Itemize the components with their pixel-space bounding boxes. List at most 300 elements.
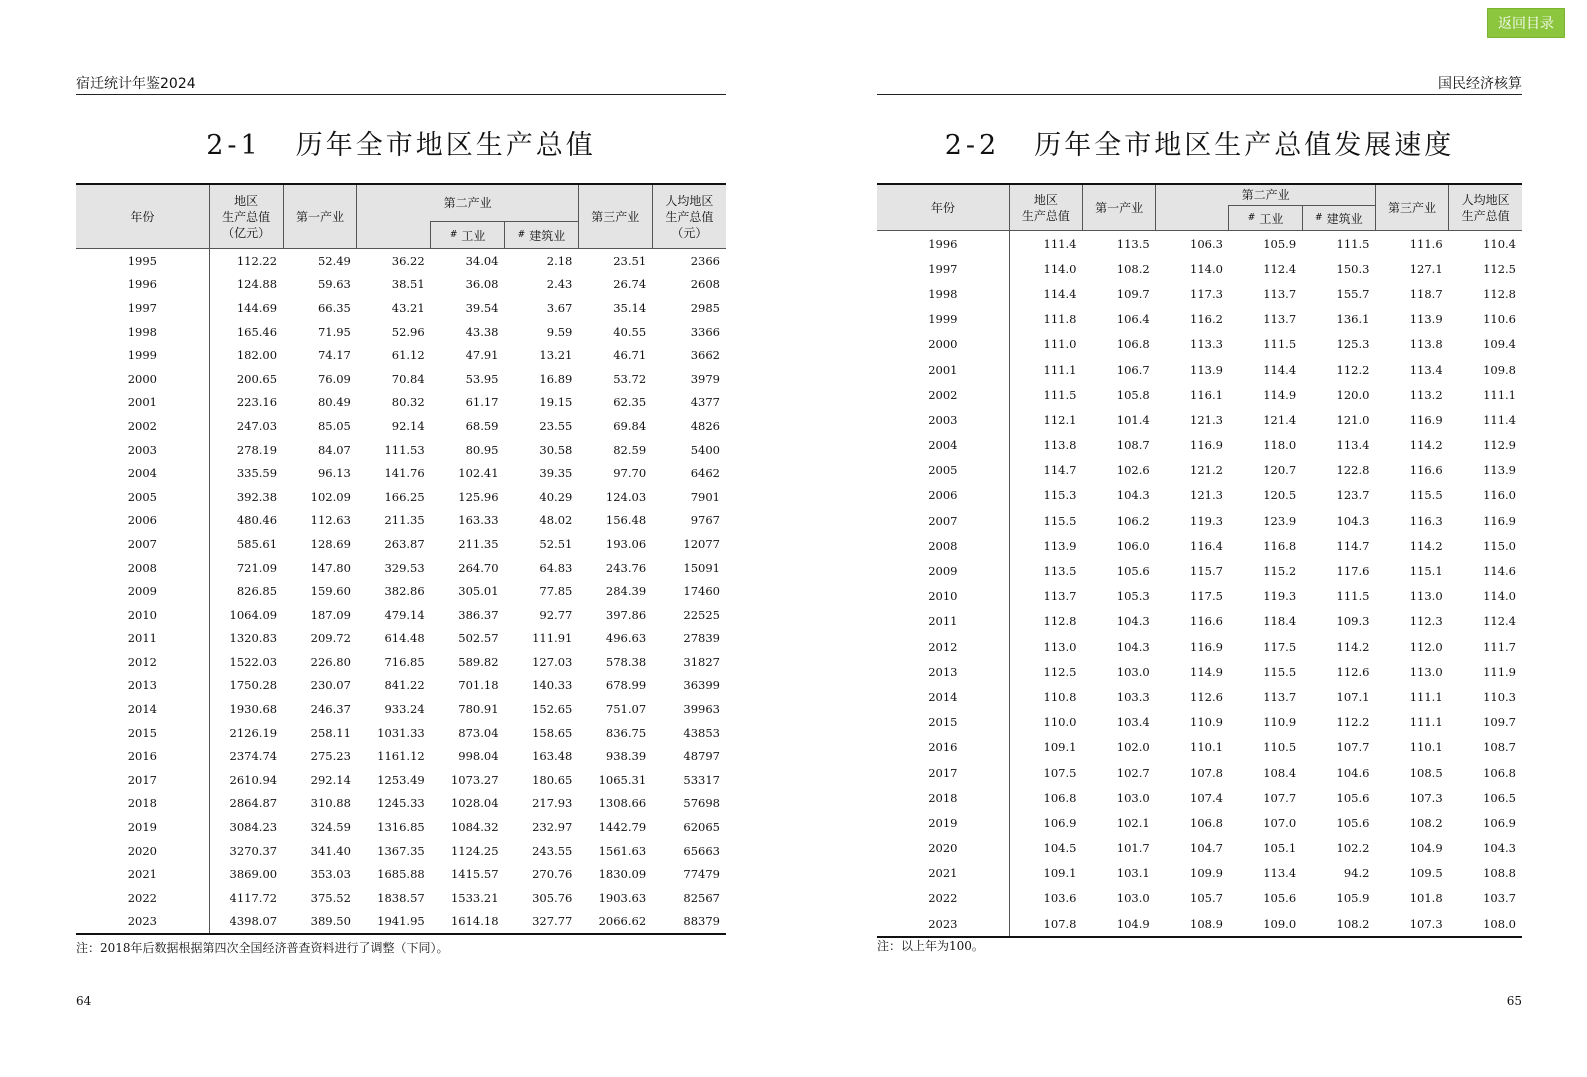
table-title — [877, 123, 1522, 162]
table-cell: 110.6 — [1483, 312, 1516, 327]
sub-item-mark: # — [1315, 212, 1323, 223]
table-cell: 120.7 — [1263, 463, 1297, 478]
table-cell: 113.7 — [1263, 286, 1297, 301]
table-cell: 103.1 — [1116, 866, 1150, 881]
table-cell: 115.1 — [1409, 564, 1443, 579]
sub-item-mark: # — [1247, 212, 1256, 223]
table-number: 2-1 — [206, 130, 262, 161]
table-cell: 96.13 — [317, 466, 351, 481]
table-row — [76, 391, 726, 415]
table-cell: 92.14 — [391, 418, 425, 433]
table-cell: 118.0 — [1263, 438, 1297, 453]
table-cell: 107.8 — [1190, 765, 1223, 780]
table-number: 2-2 — [944, 130, 1001, 161]
row-year: 2022 — [76, 886, 209, 910]
table-cell: 826.85 — [236, 584, 278, 599]
table-row — [877, 785, 1522, 810]
table-cell: 124.88 — [236, 277, 278, 292]
table-cell: 39.54 — [465, 300, 499, 315]
row-year: 2019 — [76, 815, 209, 839]
table-cell: 111.5 — [1336, 236, 1370, 251]
table-cell: 111.0 — [1043, 337, 1077, 352]
table-cell: 933.24 — [384, 702, 425, 717]
table-cell: 3270.37 — [229, 843, 278, 858]
table-cell: 120.0 — [1336, 387, 1370, 402]
table-cell: 111.4 — [1483, 412, 1516, 427]
table-cell: 125.96 — [458, 489, 499, 504]
table-cell: 155.7 — [1336, 286, 1370, 301]
table-cell: 589.82 — [458, 654, 499, 669]
table-cell: 264.70 — [458, 560, 499, 575]
table-cell: 121.2 — [1190, 463, 1223, 478]
table-cell: 113.0 — [1409, 664, 1443, 679]
table-row — [76, 556, 726, 580]
table-cell: 109.1 — [1043, 866, 1077, 881]
table-cell: 1838.57 — [377, 890, 425, 905]
row-year: 2003 — [877, 407, 1009, 432]
row-year: 2021 — [877, 861, 1009, 886]
table-cell: 121.3 — [1190, 488, 1223, 503]
table-row — [76, 532, 726, 556]
table-cell: 103.6 — [1043, 891, 1077, 906]
table-cell: 211.35 — [384, 513, 425, 528]
row-year: 2017 — [76, 768, 209, 792]
table-cell: 111.4 — [1043, 236, 1077, 251]
table-cell: 34.04 — [465, 253, 499, 268]
table-row — [877, 911, 1522, 937]
table-cell: 1245.33 — [377, 796, 425, 811]
table-cell: 121.0 — [1336, 412, 1370, 427]
table-row — [76, 367, 726, 391]
row-year: 2020 — [76, 839, 209, 863]
table-cell: 106.3 — [1190, 236, 1223, 251]
table-cell: 327.77 — [505, 910, 579, 935]
col-header-gdp — [1009, 184, 1082, 231]
table-cell: 110.1 — [1190, 740, 1223, 755]
table-row — [76, 627, 726, 651]
table-cell: 141.76 — [384, 466, 425, 481]
table-cell: 144.69 — [236, 300, 278, 315]
table-cell: 77479 — [683, 867, 720, 882]
table-row — [877, 508, 1522, 533]
row-year: 2007 — [877, 508, 1009, 533]
table-row — [76, 886, 726, 910]
col-header-primary: 第一产业 — [1082, 184, 1155, 231]
table-cell: 70.84 — [391, 371, 425, 386]
table-cell: 113.9 — [1483, 463, 1516, 478]
table-cell: 61.17 — [465, 395, 499, 410]
row-year: 2015 — [877, 710, 1009, 735]
table-cell: 116.6 — [1409, 463, 1443, 478]
table-cell: 107.3 — [1409, 790, 1443, 805]
table-cell: 53.72 — [613, 371, 647, 386]
table-row — [877, 483, 1522, 508]
row-year: 2012 — [76, 650, 209, 674]
table-cell: 110.8 — [1043, 689, 1077, 704]
col-header-secondary: 第二产业 — [1156, 184, 1376, 206]
table-title-text: 历年全市地区生产总值 — [295, 130, 596, 161]
table-cell: 106.2 — [1116, 513, 1150, 528]
gdp-table — [76, 183, 726, 935]
table-row — [877, 433, 1522, 458]
table-row — [877, 231, 1522, 257]
table-cell: 46.71 — [613, 348, 647, 363]
table-cell: 397.86 — [605, 607, 647, 622]
table-cell: 117.5 — [1263, 639, 1297, 654]
header-text: 建筑业 — [529, 228, 566, 243]
table-cell: 106.9 — [1483, 815, 1516, 830]
sub-item-mark: # — [449, 229, 458, 240]
table-cell: 109.7 — [1483, 715, 1516, 730]
table-cell: 85.05 — [317, 418, 351, 433]
table-cell: 108.2 — [1302, 911, 1375, 937]
table-row — [76, 862, 726, 886]
col-header-tertiary: 第三产业 — [578, 184, 652, 249]
row-year: 2023 — [76, 910, 209, 935]
table-cell: 35.14 — [613, 300, 647, 315]
table-cell: 106.5 — [1483, 790, 1516, 805]
table-cell: 119.3 — [1263, 589, 1297, 604]
table-row — [76, 273, 726, 297]
table-row — [877, 659, 1522, 684]
table-cell: 110.9 — [1263, 715, 1297, 730]
table-cell: 4826 — [690, 418, 720, 433]
table-cell: 40.29 — [539, 489, 573, 504]
table-cell: 111.5 — [1043, 387, 1077, 402]
table-cell: 104.9 — [1409, 841, 1443, 856]
running-head: 国民经济核算 — [877, 74, 1522, 95]
left-page — [76, 0, 726, 1077]
col-header-year: 年份 — [76, 184, 209, 249]
table-cell: 111.5 — [1336, 589, 1370, 604]
row-year: 1998 — [877, 281, 1009, 306]
table-cell: 109.4 — [1483, 337, 1516, 352]
table-row — [76, 579, 726, 603]
row-year: 2002 — [76, 414, 209, 438]
table-cell: 36.08 — [465, 277, 499, 292]
table-cell: 3662 — [690, 348, 720, 363]
row-year: 2013 — [76, 674, 209, 698]
row-year: 2006 — [76, 509, 209, 533]
table-cell: 12077 — [683, 536, 720, 551]
table-cell: 106.9 — [1043, 815, 1077, 830]
table-cell: 721.09 — [236, 560, 278, 575]
table-row — [76, 744, 726, 768]
table-cell: 30.58 — [539, 442, 573, 457]
table-cell: 105.1 — [1263, 841, 1297, 856]
table-cell: 103.7 — [1483, 891, 1516, 906]
table-cell: 1930.68 — [229, 702, 278, 717]
header-line: 生产总值 — [222, 209, 271, 224]
table-note: 注：2018年后数据根据第四次全国经济普查资料进行了调整（下同）。 — [76, 941, 449, 955]
table-cell: 109.3 — [1336, 614, 1370, 629]
table-cell: 113.5 — [1043, 564, 1077, 579]
row-year: 2013 — [877, 659, 1009, 684]
table-row — [877, 760, 1522, 785]
col-header-construction — [1302, 206, 1375, 231]
table-cell: 108.8 — [1483, 866, 1516, 881]
table-row — [877, 861, 1522, 886]
row-year: 2000 — [76, 367, 209, 391]
table-row — [877, 634, 1522, 659]
table-cell: 110.1 — [1409, 740, 1443, 755]
table-cell: 94.2 — [1343, 866, 1370, 881]
table-cell: 112.2 — [1336, 362, 1370, 377]
table-row — [76, 461, 726, 485]
table-cell: 115.5 — [1263, 664, 1297, 679]
table-cell: 80.32 — [391, 395, 425, 410]
row-year: 2010 — [877, 584, 1009, 609]
table-cell: 84.07 — [317, 442, 351, 457]
back-to-contents-button[interactable]: 返回目录 — [1487, 8, 1565, 38]
table-cell: 111.1 — [1409, 715, 1443, 730]
table-cell: 182.00 — [236, 348, 278, 363]
header-line: 地区 — [234, 193, 259, 208]
table-cell: 107.4 — [1190, 790, 1223, 805]
table-cell: 43.21 — [391, 300, 425, 315]
row-year: 1995 — [76, 249, 209, 273]
row-year: 2012 — [877, 634, 1009, 659]
table-cell: 104.3 — [1116, 639, 1150, 654]
table-cell: 115.0 — [1483, 538, 1516, 553]
table-row — [76, 343, 726, 367]
col-header-secondary: 第二产业 — [357, 184, 578, 222]
table-cell: 278.19 — [236, 442, 278, 457]
table-cell: 938.39 — [605, 749, 647, 764]
table-cell: 40.55 — [613, 324, 647, 339]
table-cell: 48797 — [683, 749, 720, 764]
table-cell: 118.7 — [1409, 286, 1443, 301]
table-cell: 114.0 — [1483, 589, 1516, 604]
table-cell: 108.7 — [1116, 438, 1150, 453]
table-cell: 114.2 — [1409, 538, 1443, 553]
table-cell: 113.4 — [1409, 362, 1443, 377]
table-cell: 68.59 — [465, 418, 499, 433]
table-cell: 226.80 — [310, 654, 351, 669]
table-cell: 111.1 — [1409, 689, 1443, 704]
table-cell: 3366 — [690, 324, 720, 339]
table-cell: 15091 — [683, 560, 720, 575]
table-cell: 82.59 — [613, 442, 647, 457]
row-year: 1997 — [877, 256, 1009, 281]
table-row — [76, 414, 726, 438]
table-cell: 2985 — [690, 300, 720, 315]
table-cell: 1028.04 — [450, 796, 499, 811]
table-cell: 1316.85 — [377, 820, 425, 835]
table-cell: 1124.25 — [450, 843, 499, 858]
row-year: 1996 — [877, 231, 1009, 257]
table-cell: 80.95 — [465, 442, 499, 457]
table-cell: 102.41 — [458, 466, 499, 481]
table-cell: 113.8 — [1409, 337, 1443, 352]
table-row — [76, 839, 726, 863]
table-cell: 120.5 — [1263, 488, 1297, 503]
header-text: 工业 — [461, 228, 486, 243]
table-cell: 3084.23 — [229, 820, 278, 835]
row-year: 2014 — [76, 697, 209, 721]
table-cell: 116.4 — [1190, 538, 1223, 553]
table-cell: 106.0 — [1116, 538, 1150, 553]
table-cell: 113.5 — [1116, 236, 1150, 251]
table-cell: 112.22 — [236, 253, 278, 268]
table-cell: 3869.00 — [229, 867, 278, 882]
table-cell: 392.38 — [236, 489, 278, 504]
table-cell: 104.3 — [1483, 841, 1516, 856]
header-line: 地区 — [1033, 192, 1058, 207]
table-cell: 232.97 — [532, 820, 573, 835]
table-cell: 166.25 — [384, 489, 425, 504]
table-cell: 112.6 — [1336, 664, 1370, 679]
table-cell: 31827 — [683, 654, 720, 669]
table-cell: 115.3 — [1043, 488, 1077, 503]
col-header-secondary-blank — [357, 222, 431, 249]
table-cell: 57698 — [683, 796, 720, 811]
table-cell: 115.5 — [1043, 513, 1077, 528]
table-cell: 113.9 — [1409, 312, 1443, 327]
row-year: 2006 — [877, 483, 1009, 508]
table-row — [877, 558, 1522, 583]
table-cell: 36399 — [683, 678, 720, 693]
table-cell: 109.5 — [1409, 866, 1443, 881]
table-cell: 113.0 — [1043, 639, 1077, 654]
table-cell: 104.3 — [1116, 614, 1150, 629]
table-cell: 52.96 — [391, 324, 425, 339]
table-cell: 116.8 — [1263, 538, 1297, 553]
row-year: 2020 — [877, 836, 1009, 861]
table-cell: 17460 — [683, 584, 720, 599]
table-cell: 2366 — [690, 253, 720, 268]
table-cell: 1161.12 — [377, 749, 425, 764]
table-cell: 117.6 — [1336, 564, 1370, 579]
table-cell: 16.89 — [539, 371, 573, 386]
table-cell: 105.6 — [1336, 790, 1370, 805]
table-row — [877, 584, 1522, 609]
table-cell: 47.91 — [465, 348, 499, 363]
table-cell: 110.4 — [1483, 236, 1516, 251]
table-row — [76, 438, 726, 462]
table-cell: 114.0 — [1043, 261, 1077, 276]
table-cell: 1614.18 — [431, 910, 505, 935]
table-row — [76, 815, 726, 839]
running-head: 宿迁统计年鉴2024 — [76, 74, 726, 95]
table-cell: 107.5 — [1043, 765, 1077, 780]
table-cell: 19.15 — [539, 395, 573, 410]
table-cell: 111.8 — [1043, 312, 1077, 327]
table-cell: 103.0 — [1116, 790, 1150, 805]
table-cell: 104.6 — [1336, 765, 1370, 780]
table-row — [877, 458, 1522, 483]
table-row — [76, 249, 726, 273]
row-year: 2002 — [877, 382, 1009, 407]
table-cell: 105.8 — [1116, 387, 1150, 402]
table-cell: 112.1 — [1043, 412, 1077, 427]
table-cell: 4117.72 — [229, 890, 278, 905]
table-cell: 108.9 — [1156, 911, 1229, 937]
table-cell: 678.99 — [605, 678, 647, 693]
table-cell: 62065 — [683, 820, 720, 835]
table-cell: 112.4 — [1483, 614, 1516, 629]
table-row — [877, 533, 1522, 558]
row-year: 2011 — [76, 627, 209, 651]
table-cell: 108.0 — [1449, 911, 1522, 937]
row-year: 2009 — [877, 558, 1009, 583]
table-cell: 112.63 — [310, 513, 351, 528]
table-cell: 107.8 — [1009, 911, 1082, 937]
table-cell: 61.12 — [391, 348, 425, 363]
table-cell: 105.9 — [1263, 236, 1297, 251]
table-cell: 998.04 — [458, 749, 499, 764]
table-cell: 1561.63 — [598, 843, 647, 858]
table-cell: 52.49 — [317, 253, 351, 268]
table-cell: 53317 — [683, 772, 720, 787]
table-cell: 26.74 — [613, 277, 647, 292]
table-cell: 109.8 — [1483, 362, 1516, 377]
table-cell: 211.35 — [458, 536, 499, 551]
table-cell: 117.5 — [1190, 589, 1223, 604]
table-cell: 163.48 — [532, 749, 573, 764]
table-cell: 103.0 — [1116, 891, 1150, 906]
table-cell: 110.5 — [1263, 740, 1297, 755]
table-cell: 2610.94 — [229, 772, 278, 787]
table-note: 注：以上年为100。 — [877, 939, 984, 953]
table-cell: 108.4 — [1263, 765, 1297, 780]
table-cell: 38.51 — [391, 277, 425, 292]
table-cell: 9.59 — [546, 324, 573, 339]
table-cell: 113.7 — [1263, 312, 1297, 327]
col-header-construction — [505, 222, 579, 249]
table-cell: 105.7 — [1190, 891, 1223, 906]
table-cell: 152.65 — [532, 702, 573, 717]
table-cell: 111.6 — [1409, 236, 1443, 251]
table-cell: 150.3 — [1336, 261, 1370, 276]
table-cell: 5400 — [690, 442, 720, 457]
table-cell: 1903.63 — [598, 890, 647, 905]
table-row — [877, 281, 1522, 306]
table-cell: 187.09 — [310, 607, 351, 622]
table-cell: 69.84 — [613, 418, 647, 433]
table-cell: 230.07 — [310, 678, 351, 693]
table-cell: 107.3 — [1375, 911, 1448, 937]
table-cell: 123.9 — [1263, 513, 1297, 528]
table-cell: 841.22 — [384, 678, 425, 693]
table-cell: 159.60 — [310, 584, 351, 599]
table-cell: 263.87 — [384, 536, 425, 551]
table-cell: 270.76 — [532, 867, 573, 882]
table-row — [877, 886, 1522, 911]
table-cell: 4377 — [690, 395, 720, 410]
table-row — [877, 836, 1522, 861]
table-cell: 121.4 — [1263, 412, 1297, 427]
table-cell: 112.8 — [1043, 614, 1077, 629]
col-header-primary: 第一产业 — [283, 184, 357, 249]
row-year: 2000 — [877, 332, 1009, 357]
table-cell: 1533.21 — [450, 890, 499, 905]
table-cell: 243.76 — [605, 560, 647, 575]
sub-item-mark: # — [517, 229, 526, 240]
table-cell: 158.65 — [532, 725, 573, 740]
table-cell: 108.5 — [1409, 765, 1443, 780]
row-year: 2022 — [877, 886, 1009, 911]
table-cell: 116.6 — [1190, 614, 1223, 629]
header-line: （元） — [671, 225, 708, 240]
table-cell: 1073.27 — [450, 772, 499, 787]
table-cell: 106.7 — [1116, 362, 1150, 377]
row-year: 2018 — [877, 785, 1009, 810]
table-cell: 80.49 — [317, 395, 351, 410]
table-cell: 3.67 — [546, 300, 573, 315]
table-cell: 116.9 — [1190, 438, 1223, 453]
row-year: 1999 — [877, 307, 1009, 332]
